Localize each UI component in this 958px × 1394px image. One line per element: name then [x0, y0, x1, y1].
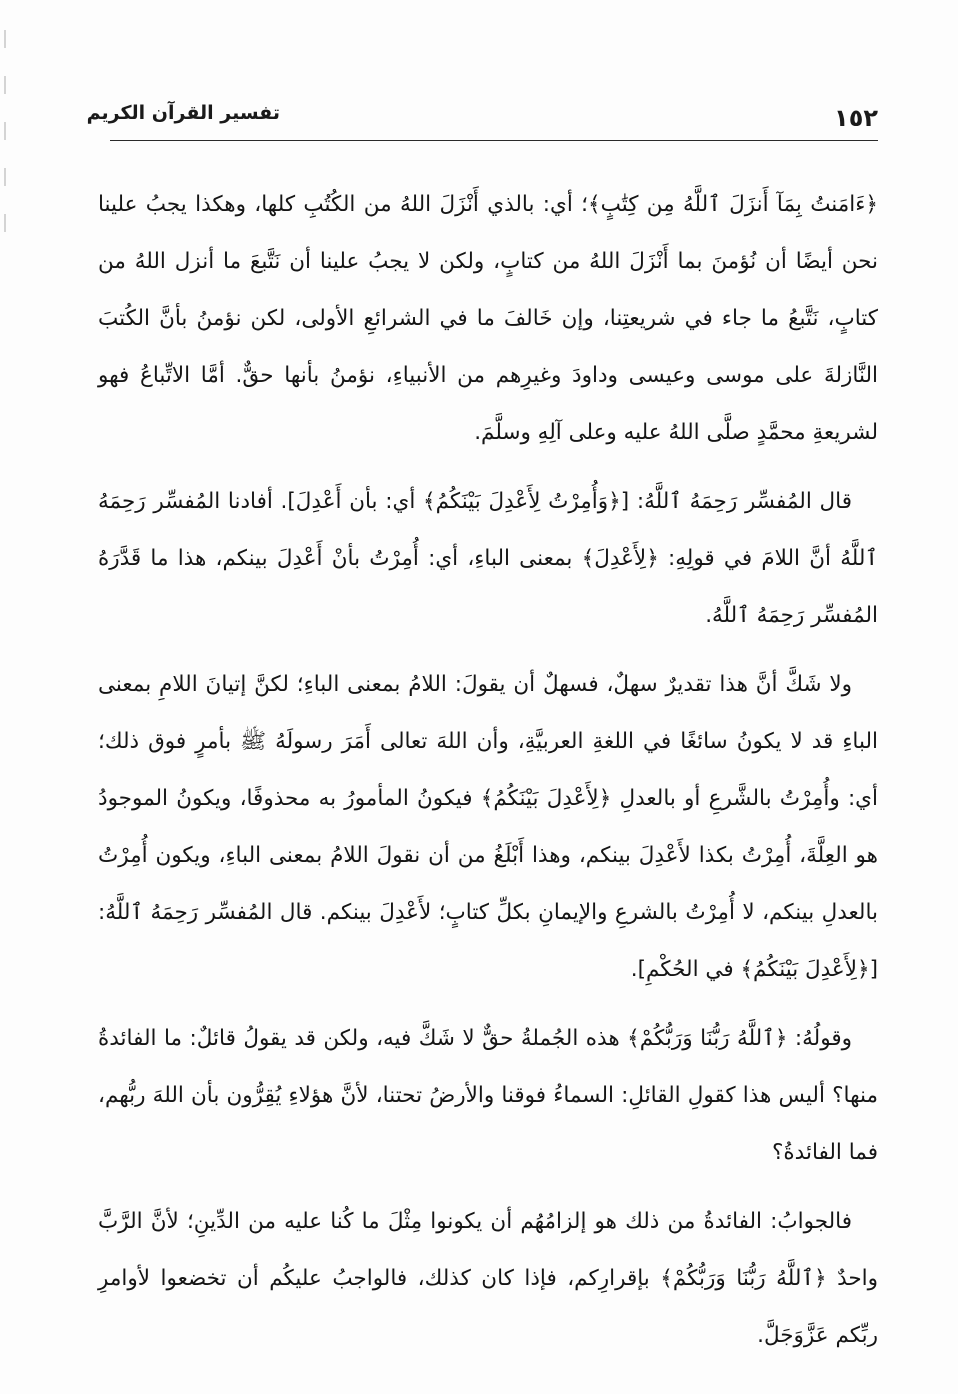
header-rule — [110, 140, 878, 141]
running-title: تفسير القرآن الكريم — [86, 102, 280, 124]
paragraph-2: قال المُفسِّر رَحِمَهُ ٱللَّهُ: [﴿وَأُمِرْتُ لِأَعْدِلَ بَيْنَكُمُ﴾ أي: بأن أَعْدِلَ]. أفادنا المُفسِّر رَحِمَهُ ٱللَّهُ أنَّ اللامَ في قولِهِ: ﴿لِأَعْدِلَ﴾ بمعنى الباءِ، أي: أُمِرْتُ بأنْ أَعْدِلَ بينكم، هذا ما قَدَّرَهُ المُفسِّر رَحِمَهُ ٱللَّهُ. — [98, 489, 878, 628]
page-body — [98, 176, 878, 1376]
paragraph-4: وقولُهُ: ﴿ٱللَّهُ رَبُّنَا وَرَبُّكُمْ﴾ هذه الجُملةُ حقٌّ لا شَكَّ فيه، ولكن قد يقولُ قائلٌ: ما الفائدةُ منها؟ أليس هذا كقولِ القائلِ: السماءُ فوقنا والأرضُ تحتنا، لأنَّ هؤلاءِ يُقِرُّون بأن اللهَ ربُّهم، فما الفائدةُ؟ — [98, 1026, 878, 1165]
page-header — [86, 98, 878, 150]
scan-edge-marks — [4, 30, 6, 240]
paragraph-5: فالجوابُ: الفائدةُ من ذلك هو إلزامُهُم أن يكونوا مِثْلَ ما كُنا عليه من الدِّينِ؛ لأنَّ الرَّبَّ واحدٌ ﴿ٱللَّهُ رَبُّنَا وَرَبُّكُمْ﴾ بإقرارِكم، فإذا كان كذلك، فالواجبُ عليكُم أن تخضعوا لأوامرِ ربِّكم عَزَّوَجَلَّ. — [98, 1209, 878, 1348]
paragraph-1: ﴿ءَامَنتُ بِمَآ أَنزَلَ ٱللَّهُ مِن كِتَٰبٍ﴾؛ أي: بالذي أَنْزَلَ اللهُ من الكُتُبِ كلها، وهكذا يجبُ علينا نحن أيضًا أن نُؤمنَ بما أَنْزَلَ اللهُ من كتابٍ، ولكن لا يجبُ علينا أن نَتَّبعَ ما أنزل اللهُ من كتابٍ، نَتَّبعُ ما جاء في شريعتِنا، وإن خَالفَ ما في الشرائعِ الأولى، لكن نؤمنُ بأنَّ الكُتبَ النَّازلةَ على موسى وعيسى وداودَ وغيرِهم من الأنبياءِ، نؤمنُ بأنها حقٌّ. أمَّا الاتِّباعُ فهو لشريعةِ محمَّدٍ صلَّى اللهُ عليه وعلى آلِهِ وسلَّمَ. — [98, 192, 878, 445]
page-number: ١٥٢ — [834, 104, 878, 132]
paragraph-3: ولا شَكَّ أنَّ هذا تقديرٌ سهلٌ، فسهلٌ أن يقولَ: اللامُ بمعنى الباءِ؛ لكنَّ إتيانَ اللامِ بمعنى الباءِ قد لا يكونُ سائغًا في اللغةِ العربيَّةِ، وأن اللهَ تعالى أَمَرَ رسولَهُ ﷺ بأمرٍ فوق ذلك؛ أي: وأُمِرْتُ بالشَّرعِ أو بالعدلِ ﴿لِأَعْدِلَ بَيْنَكُمُ﴾ فيكونُ المأمورُ به محذوفًا، ويكونُ الموجودُ هو العِلَّةَ، أُمِرْتُ بكذا لأَعْدِلَ بينكم، وهذا أَبْلَغُ من أن نقولَ اللامُ بمعنى الباءِ، ويكون أُمِرْتُ بالعدلِ بينكم، لا أُمِرْتُ بالشرعِ والإيمانِ بكلِّ كتابٍ؛ لأَعْدِلَ بينكم. قال المُفسِّر رَحِمَهُ ٱللَّهُ: [﴿لِأَعْدِلَ بَيْنَكُمُ﴾ في الحُكْمِ]. — [98, 672, 878, 982]
